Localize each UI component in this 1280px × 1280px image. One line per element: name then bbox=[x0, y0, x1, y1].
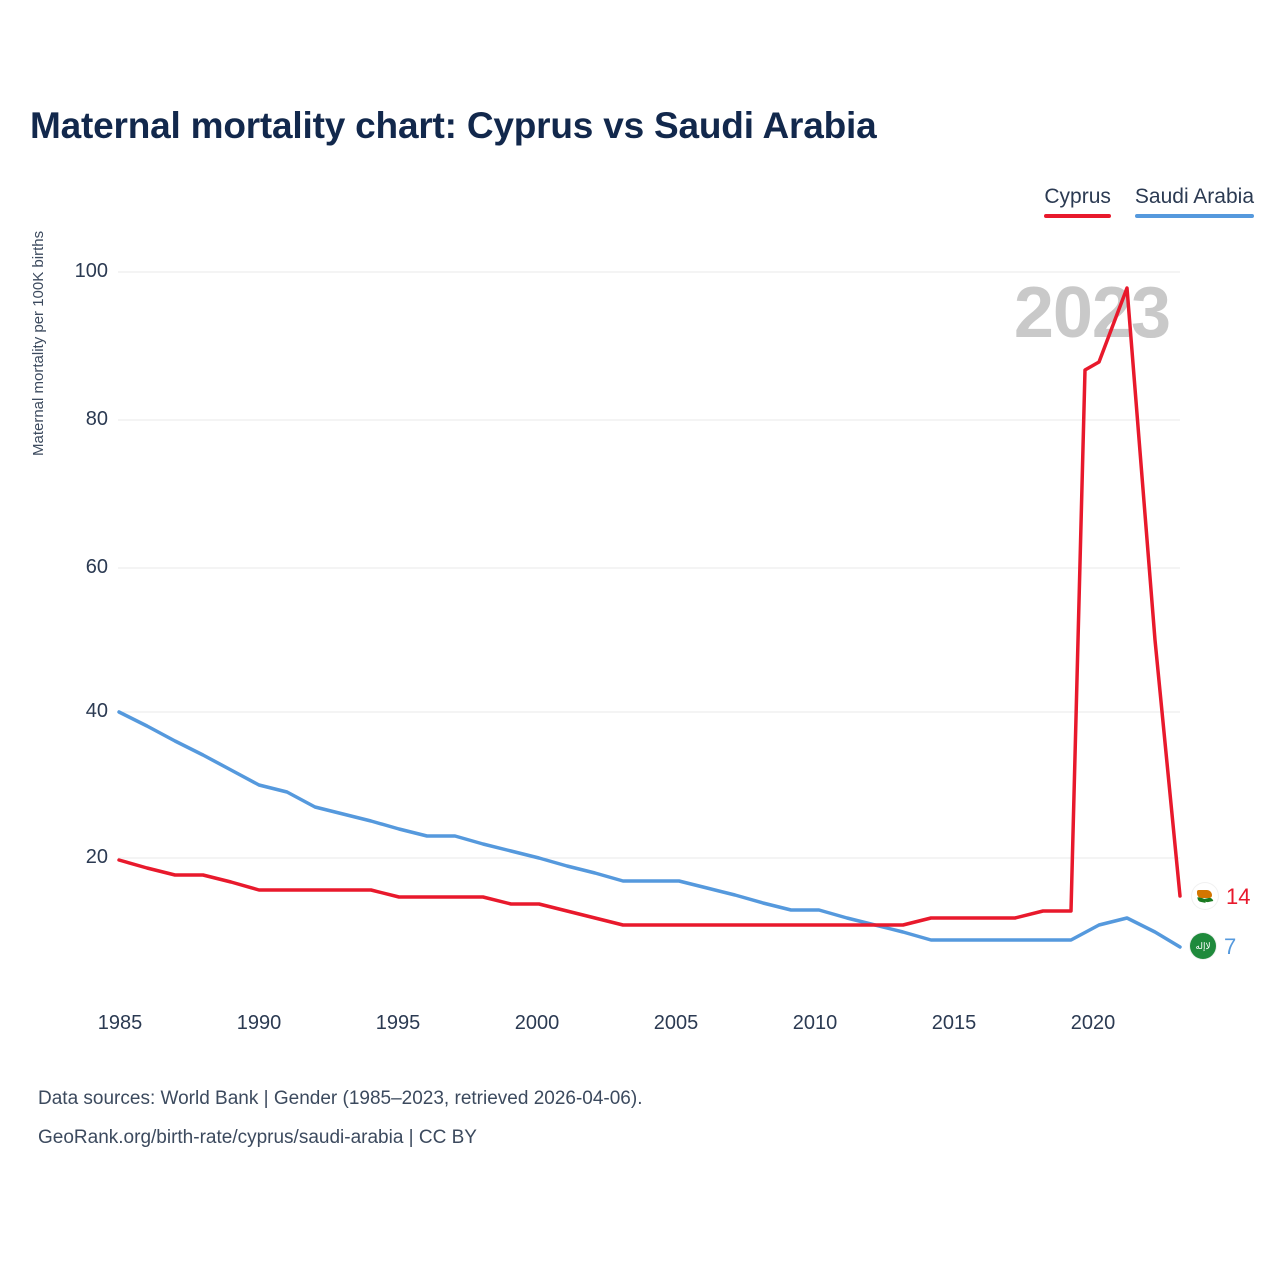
x-tick-1990: 1990 bbox=[236, 1012, 282, 1034]
x-tick-2015: 2015 bbox=[931, 1012, 977, 1034]
y-tick-60: 60 bbox=[85, 556, 108, 578]
saudi-end-value: 7 bbox=[1224, 934, 1237, 959]
gridlines bbox=[118, 272, 1180, 858]
page-title: Maternal mortality chart: Cyprus vs Saudi Arabia bbox=[30, 105, 877, 146]
watermark-year: 2023 bbox=[1013, 273, 1170, 353]
x-tick-2000: 2000 bbox=[514, 1012, 560, 1034]
footer-data-sources: Data sources: World Bank | Gender (1985–2023, retrieved 2026-04-06). bbox=[38, 1088, 643, 1109]
legend-label-cyprus: Cyprus bbox=[1044, 185, 1111, 208]
series-line-saudi-arabia bbox=[119, 712, 1180, 947]
y-tick-40: 40 bbox=[85, 700, 108, 722]
y-tick-20: 20 bbox=[85, 846, 108, 868]
y-axis-label: Maternal mortality per 100K births bbox=[30, 230, 47, 456]
x-tick-1985: 1985 bbox=[97, 1012, 143, 1034]
y-tick-100: 100 bbox=[74, 260, 108, 282]
x-tick-2005: 2005 bbox=[653, 1012, 699, 1034]
x-tick-2020: 2020 bbox=[1070, 1012, 1116, 1034]
legend-label-saudi-arabia: Saudi Arabia bbox=[1134, 185, 1254, 208]
cyprus-end-value: 14 bbox=[1226, 884, 1251, 909]
x-tick-2010: 2010 bbox=[792, 1012, 838, 1034]
cyprus-flag-icon bbox=[1192, 883, 1218, 909]
y-tick-80: 80 bbox=[85, 408, 108, 430]
x-tick-1995: 1995 bbox=[375, 1012, 421, 1034]
series-line-cyprus bbox=[119, 288, 1180, 925]
footer-attribution: GeoRank.org/birth-rate/cyprus/saudi-arabia | CC BY bbox=[38, 1127, 477, 1148]
saudi-arabia-flag-icon: ﻿لاإله bbox=[1190, 933, 1216, 959]
